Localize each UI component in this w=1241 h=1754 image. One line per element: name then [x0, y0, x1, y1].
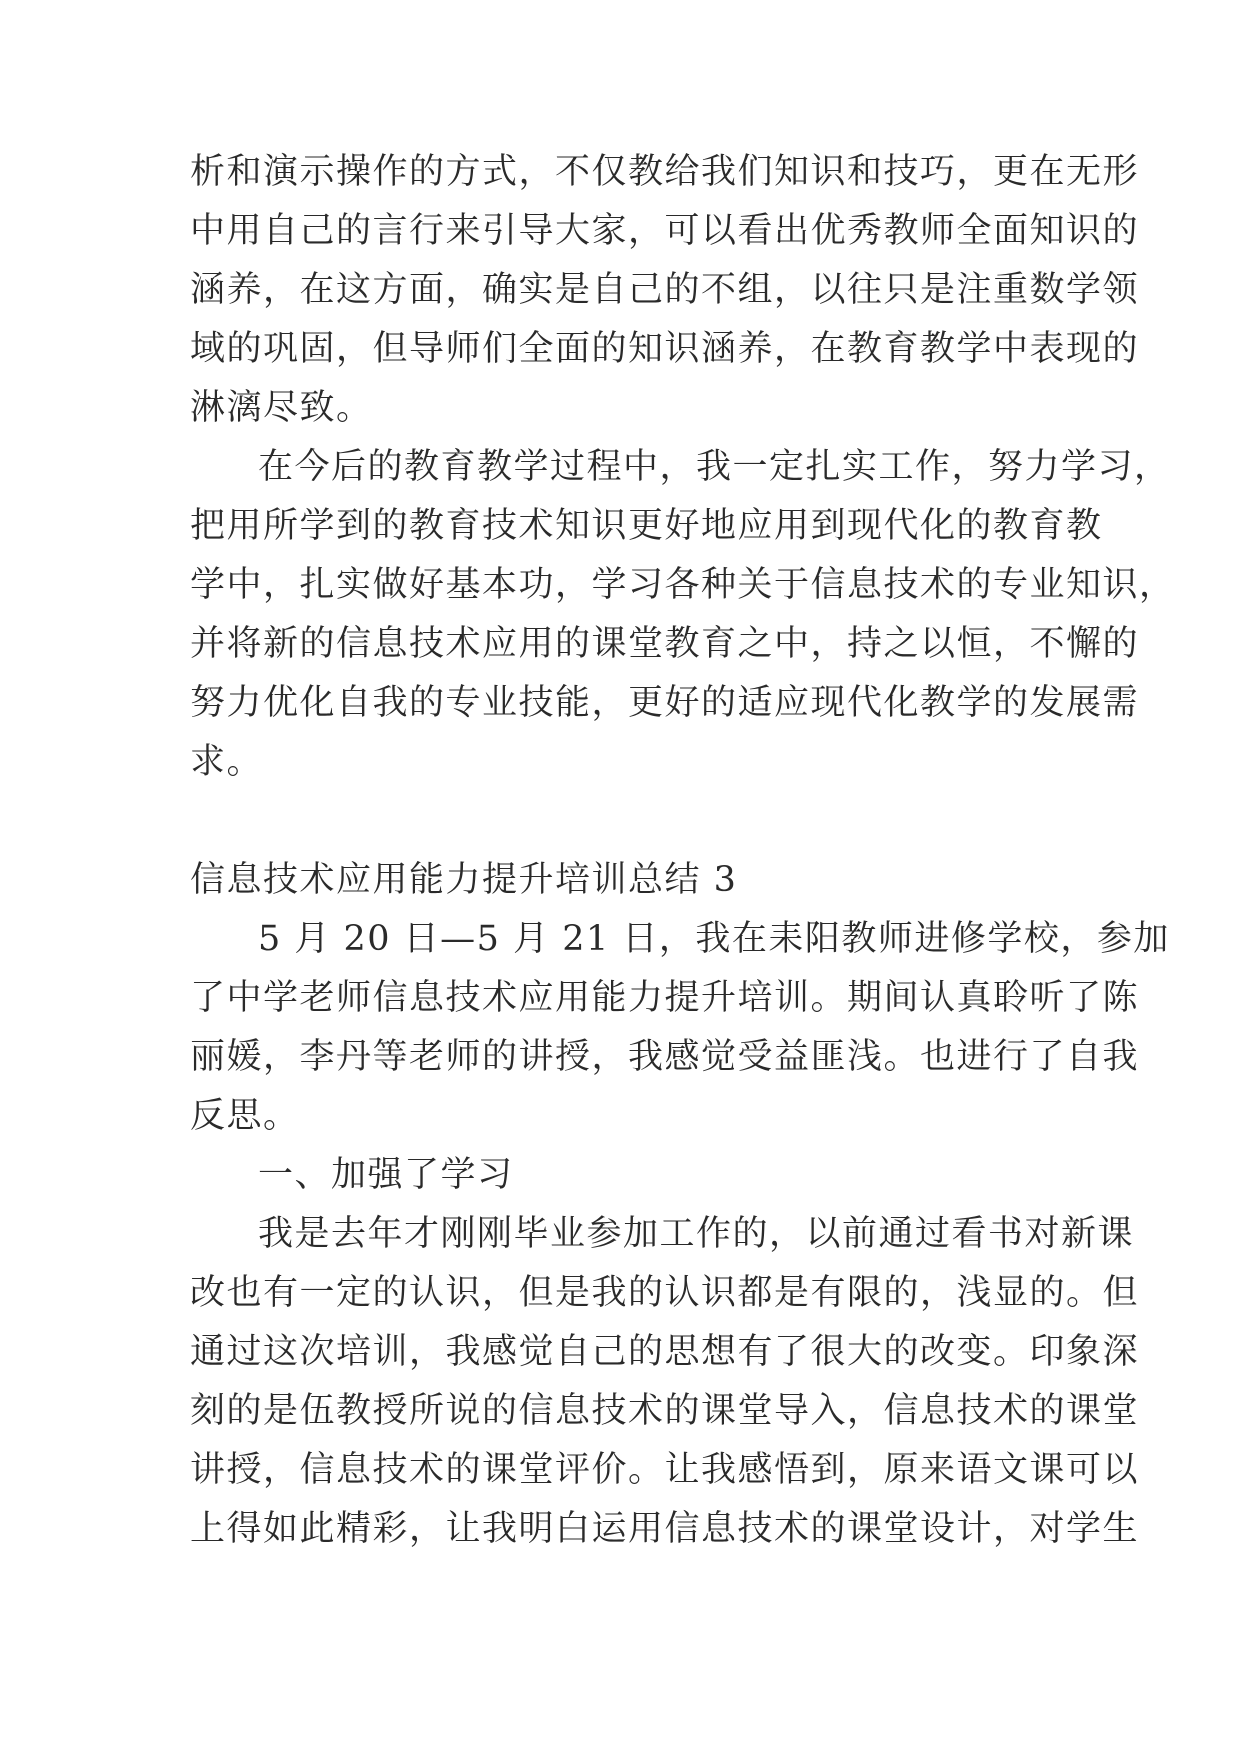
paragraph-line: 域的巩固，但导师们全面的知识涵养，在教育教学中表现的 [190, 329, 1140, 369]
paragraph-line: 了中学老师信息技术应用能力提升培训。期间认真聆听了陈 [190, 978, 1140, 1018]
paragraph-line: 通过这次培训，我感觉自己的思想有了很大的改变。印象深 [190, 1332, 1140, 1372]
paragraph-line: 我是去年才刚刚毕业参加工作的，以前通过看书对新课 [258, 1214, 1135, 1254]
paragraph-line: 把用所学到的教育技术知识更好地应用到现代化的教育教 [190, 506, 1103, 546]
paragraph-line: 讲授，信息技术的课堂评价。让我感悟到，原来语文课可以 [190, 1450, 1140, 1490]
paragraph-line: 淋漓尽致。 [190, 388, 373, 428]
paragraph-line: 学中，扎实做好基本功，学习各种关于信息技术的专业知识， [190, 565, 1176, 605]
paragraph-line: 改也有一定的认识，但是我的认识都是有限的，浅显的。但 [190, 1273, 1140, 1313]
paragraph-line: 努力优化自我的专业技能，更好的适应现代化教学的发展需 [190, 683, 1140, 723]
paragraph-line: 丽媛，李丹等老师的讲授，我感觉受益匪浅。也进行了自我 [190, 1037, 1140, 1077]
section-heading: 信息技术应用能力提升培训总结 3 [190, 860, 738, 900]
paragraph-line: 中用自己的言行来引导大家，可以看出优秀教师全面知识的 [190, 211, 1140, 251]
paragraph-line: 上得如此精彩，让我明白运用信息技术的课堂设计，对学生 [190, 1509, 1140, 1549]
paragraph-line: 反思。 [190, 1096, 300, 1136]
paragraph-line: 求。 [190, 742, 264, 782]
paragraph-line: 并将新的信息技术应用的课堂教育之中，持之以恒，不懈的 [190, 624, 1140, 664]
paragraph-line: 析和演示操作的方式，不仅教给我们知识和技巧，更在无形 [190, 152, 1140, 192]
subheading: 一、加强了学习 [258, 1155, 514, 1195]
paragraph-line: 在今后的教育教学过程中，我一定扎实工作，努力学习， [258, 447, 1171, 487]
paragraph-line: 涵养，在这方面，确实是自己的不组，以往只是注重数学领 [190, 270, 1140, 310]
paragraph-line: 5 月 20 日—5 月 21 日，我在耒阳教师进修学校，参加 [258, 919, 1170, 959]
paragraph-line: 刻的是伍教授所说的信息技术的课堂导入，信息技术的课堂 [190, 1391, 1140, 1431]
